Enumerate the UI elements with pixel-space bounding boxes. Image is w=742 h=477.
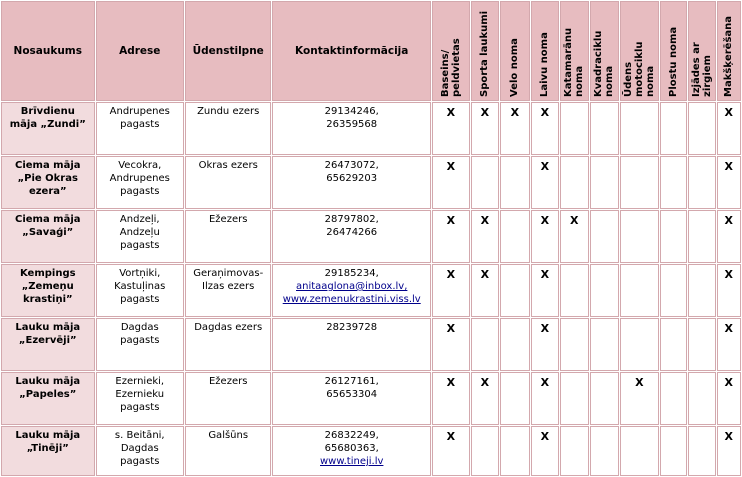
cell-service-mark: X <box>471 102 499 155</box>
cell-name: Lauku māja „Papeles” <box>1 372 95 425</box>
cell-service-mark <box>590 426 619 476</box>
cell-service-mark: X <box>620 372 659 425</box>
cell-service-mark <box>620 318 659 371</box>
contact-link[interactable]: www.zemenukrastini.viss.lv <box>282 294 421 305</box>
cell-address: Dagdas pagasts <box>96 318 184 371</box>
header-service-pool: Baseins/ peldvietas <box>432 1 470 101</box>
cell-service-mark <box>620 102 659 155</box>
cell-name: Ciema māja „Pie Okras ezera” <box>1 156 95 209</box>
cell-service-mark: X <box>531 156 559 209</box>
cell-service-mark: X <box>432 264 470 317</box>
header-address: Adrese <box>96 1 184 101</box>
cell-water: Zundu ezers <box>185 102 271 155</box>
cell-service-mark: X <box>500 102 529 155</box>
cell-contacts: 28797802, 26474266 <box>272 210 431 263</box>
cell-service-mark <box>500 264 529 317</box>
cell-service-mark <box>688 102 715 155</box>
cell-service-mark <box>500 210 529 263</box>
cell-service-mark <box>660 318 687 371</box>
cell-service-mark <box>620 156 659 209</box>
cell-address: s. Beitāni, Dagdas pagasts <box>96 426 184 476</box>
cell-service-mark: X <box>717 102 741 155</box>
cell-service-mark: X <box>432 102 470 155</box>
header-service-quad: Kvadraciklu noma <box>590 1 619 101</box>
cell-address: Ezernieki, Ezernieku pagasts <box>96 372 184 425</box>
table-row <box>1 156 741 209</box>
table-row <box>1 210 741 263</box>
cell-contacts: 26127161, 65653304 <box>272 372 431 425</box>
cell-service-mark <box>560 102 588 155</box>
cell-service-mark <box>688 156 715 209</box>
cell-service-mark <box>688 264 715 317</box>
cell-service-mark <box>590 102 619 155</box>
header-service-catamaran: Katamarānu noma <box>560 1 588 101</box>
cell-service-mark <box>500 318 529 371</box>
cell-service-mark <box>660 210 687 263</box>
cell-contacts: 28239728 <box>272 318 431 371</box>
cell-service-mark <box>660 264 687 317</box>
cell-service-mark <box>590 318 619 371</box>
header-service-horse: Izjādes ar zirgiem <box>688 1 715 101</box>
cell-service-mark <box>471 318 499 371</box>
cell-water: Galšūns <box>185 426 271 476</box>
table-row <box>1 318 741 371</box>
header-water: Ūdenstilpne <box>185 1 271 101</box>
cell-water: Ežezers <box>185 210 271 263</box>
cell-name: Lauku māja „Tinēji” <box>1 426 95 476</box>
header-row <box>1 1 741 101</box>
cell-service-mark: X <box>471 372 499 425</box>
cell-service-mark: X <box>432 318 470 371</box>
cell-name: Brīvdienu māja „Zundi” <box>1 102 95 155</box>
header-contacts: Kontaktinformācija <box>272 1 431 101</box>
header-service-bike: Velo noma <box>500 1 529 101</box>
cell-address: Andzeļi, Andzeļu pagasts <box>96 210 184 263</box>
cell-water: Geraņimovas- Ilzas ezers <box>185 264 271 317</box>
cell-service-mark: X <box>531 210 559 263</box>
cell-service-mark <box>500 372 529 425</box>
cell-service-mark: X <box>531 102 559 155</box>
cell-service-mark <box>560 156 588 209</box>
cell-service-mark <box>660 372 687 425</box>
cell-service-mark <box>688 426 715 476</box>
cell-service-mark: X <box>531 318 559 371</box>
table-row <box>1 372 741 425</box>
cell-service-mark: X <box>432 426 470 476</box>
cell-service-mark <box>560 426 588 476</box>
header-service-boat: Laivu noma <box>531 1 559 101</box>
cell-water: Ežezers <box>185 372 271 425</box>
cell-service-mark <box>590 210 619 263</box>
cell-service-mark <box>560 318 588 371</box>
cell-contacts: 29134246, 26359568 <box>272 102 431 155</box>
table-body <box>1 102 741 476</box>
cell-service-mark: X <box>531 264 559 317</box>
cell-address: Andrupenes pagasts <box>96 102 184 155</box>
cell-service-mark <box>560 372 588 425</box>
cell-service-mark <box>500 156 529 209</box>
table-row <box>1 426 741 476</box>
cell-contacts: 29185234, anitaaglona@inbox.lv, www.zemenukrastini.viss.lv <box>272 264 431 317</box>
cell-address: Vecokra, Andrupenes pagasts <box>96 156 184 209</box>
cell-service-mark <box>620 426 659 476</box>
cell-service-mark <box>590 372 619 425</box>
cell-service-mark: X <box>717 156 741 209</box>
cell-service-mark <box>590 156 619 209</box>
table-row <box>1 264 741 317</box>
cell-service-mark <box>590 264 619 317</box>
cell-service-mark: X <box>471 210 499 263</box>
cell-service-mark <box>471 426 499 476</box>
cell-water: Okras ezers <box>185 156 271 209</box>
cell-service-mark: X <box>717 318 741 371</box>
cell-service-mark <box>688 210 715 263</box>
cell-service-mark: X <box>717 426 741 476</box>
cell-service-mark <box>688 372 715 425</box>
header-service-fishing: Makšķerēšana <box>717 1 741 101</box>
cell-contacts: 26832249, 65680363, www.tineji.lv <box>272 426 431 476</box>
cell-service-mark <box>660 102 687 155</box>
cell-name: Kempings „Zemeņu krastiņi” <box>1 264 95 317</box>
table-row <box>1 102 741 155</box>
header-service-sports: Sporta laukumi <box>471 1 499 101</box>
cell-service-mark <box>660 426 687 476</box>
header-name: Nosaukums <box>1 1 95 101</box>
cell-service-mark <box>500 426 529 476</box>
cell-service-mark: X <box>560 210 588 263</box>
cell-service-mark: X <box>531 426 559 476</box>
cell-service-mark: X <box>471 264 499 317</box>
cell-service-mark: X <box>432 372 470 425</box>
cell-service-mark <box>620 264 659 317</box>
cell-service-mark <box>560 264 588 317</box>
cell-service-mark: X <box>717 264 741 317</box>
contact-link[interactable]: anitaaglona@inbox.lv, <box>296 281 408 292</box>
cell-name: Lauku māja „Ezervēji” <box>1 318 95 371</box>
cell-service-mark: X <box>717 210 741 263</box>
cell-service-mark <box>660 156 687 209</box>
contact-link[interactable]: www.tineji.lv <box>320 456 384 467</box>
cell-service-mark: X <box>432 210 470 263</box>
cell-service-mark <box>471 156 499 209</box>
cell-service-mark <box>620 210 659 263</box>
header-service-raft: Plostu noma <box>660 1 687 101</box>
cell-water: Dagdas ezers <box>185 318 271 371</box>
cell-service-mark: X <box>432 156 470 209</box>
cell-service-mark: X <box>717 372 741 425</box>
cell-service-mark <box>688 318 715 371</box>
cell-contacts: 26473072, 65629203 <box>272 156 431 209</box>
header-service-jetski: Ūdens motociklu noma <box>620 1 659 101</box>
cell-service-mark: X <box>531 372 559 425</box>
cell-name: Ciema māja „Savaģi” <box>1 210 95 263</box>
cell-address: Vortņiki, Kastuļinas pagasts <box>96 264 184 317</box>
